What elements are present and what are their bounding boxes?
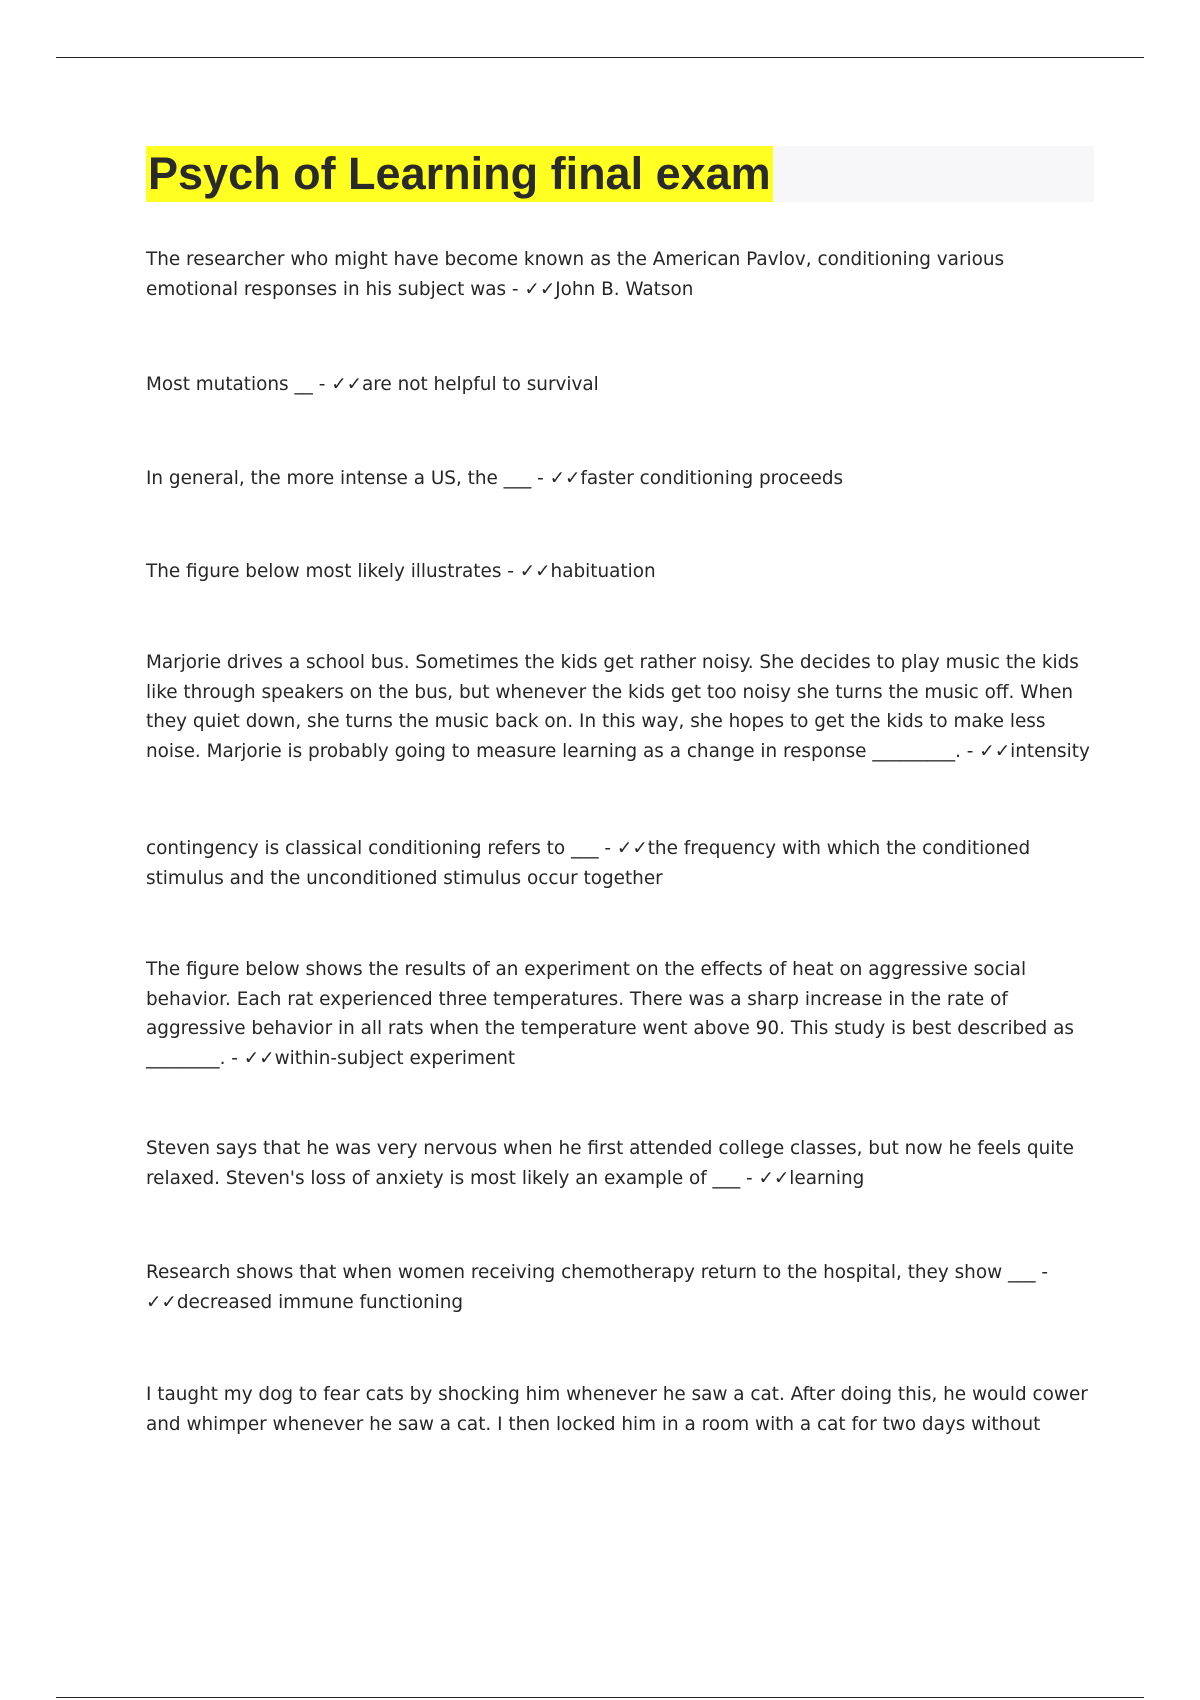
question-text: Marjorie drives a school bus. Sometimes the kids get rather noisy. She decides to play music the kids like through speakers on the bus, but whenever the kids get too noisy she turns the music off. When they quiet down, she turns the music back on. In this way, she hopes to get the kids to make less noise. Marjorie is probably going to measure learning as a change in response _________. - (146, 652, 1079, 762)
qa-item (146, 1258, 1096, 1318)
answer-text: ✓✓learning (758, 1168, 865, 1189)
page-title: Psych of Learning final exam (146, 146, 773, 202)
qa-item (146, 1134, 1096, 1194)
qa-item (146, 245, 1096, 305)
qa-item (146, 834, 1096, 894)
question-text: The figure below most likely illustrates - (146, 561, 520, 582)
question-text: Most mutations __ - (146, 374, 332, 395)
bottom-rule (56, 1697, 1144, 1698)
qa-item (146, 955, 1096, 1073)
answer-text: ✓✓decreased immune functioning (146, 1292, 464, 1313)
answer-text: ✓✓intensity (979, 740, 1090, 762)
top-rule (56, 57, 1144, 58)
question-text: The researcher who might have become known as the American Pavlov, conditioning various emotional responses in his subject was - (146, 249, 1005, 300)
question-text: I taught my dog to fear cats by shocking him whenever he saw a cat. After doing this, he would cower and whimper whenever he saw a cat. I then locked him in a room with a cat for two days without (146, 1384, 1088, 1435)
qa-item (146, 557, 1096, 587)
qa-item (146, 370, 1096, 400)
answer-text: ✓✓within-subject experiment (243, 1047, 516, 1069)
answer-text: ✓✓are not helpful to survival (331, 374, 599, 395)
answer-text: ✓✓faster conditioning proceeds (549, 468, 844, 489)
answer-text: ✓✓habituation (519, 561, 656, 582)
question-text: The figure below shows the results of an experiment on the effects of heat on aggressive social behavior. Each rat experienced three temperatures. There was a sharp increase in the rate of aggressive behavior in all rats when the temperature went above 90. This study is best described as ________. - (146, 959, 1074, 1069)
qa-item (146, 648, 1096, 766)
qa-item (146, 1380, 1096, 1440)
answer-text: ✓✓John B. Watson (524, 279, 694, 300)
answer-text: ✓✓the frequency with which the conditioned stimulus and the unconditioned stimulus occur together (146, 838, 1031, 889)
question-text: In general, the more intense a US, the ___ - (146, 468, 550, 489)
question-text: contingency is classical conditioning refers to ___ - (146, 838, 617, 859)
qa-item (146, 464, 1096, 494)
question-text: Steven says that he was very nervous when he first attended college classes, but now he feels quite relaxed. Steven's loss of anxiety is most likely an example of ___ - (146, 1138, 1074, 1189)
question-text: Research shows that when women receiving chemotherapy return to the hospital, they show ___ - (146, 1262, 1049, 1283)
